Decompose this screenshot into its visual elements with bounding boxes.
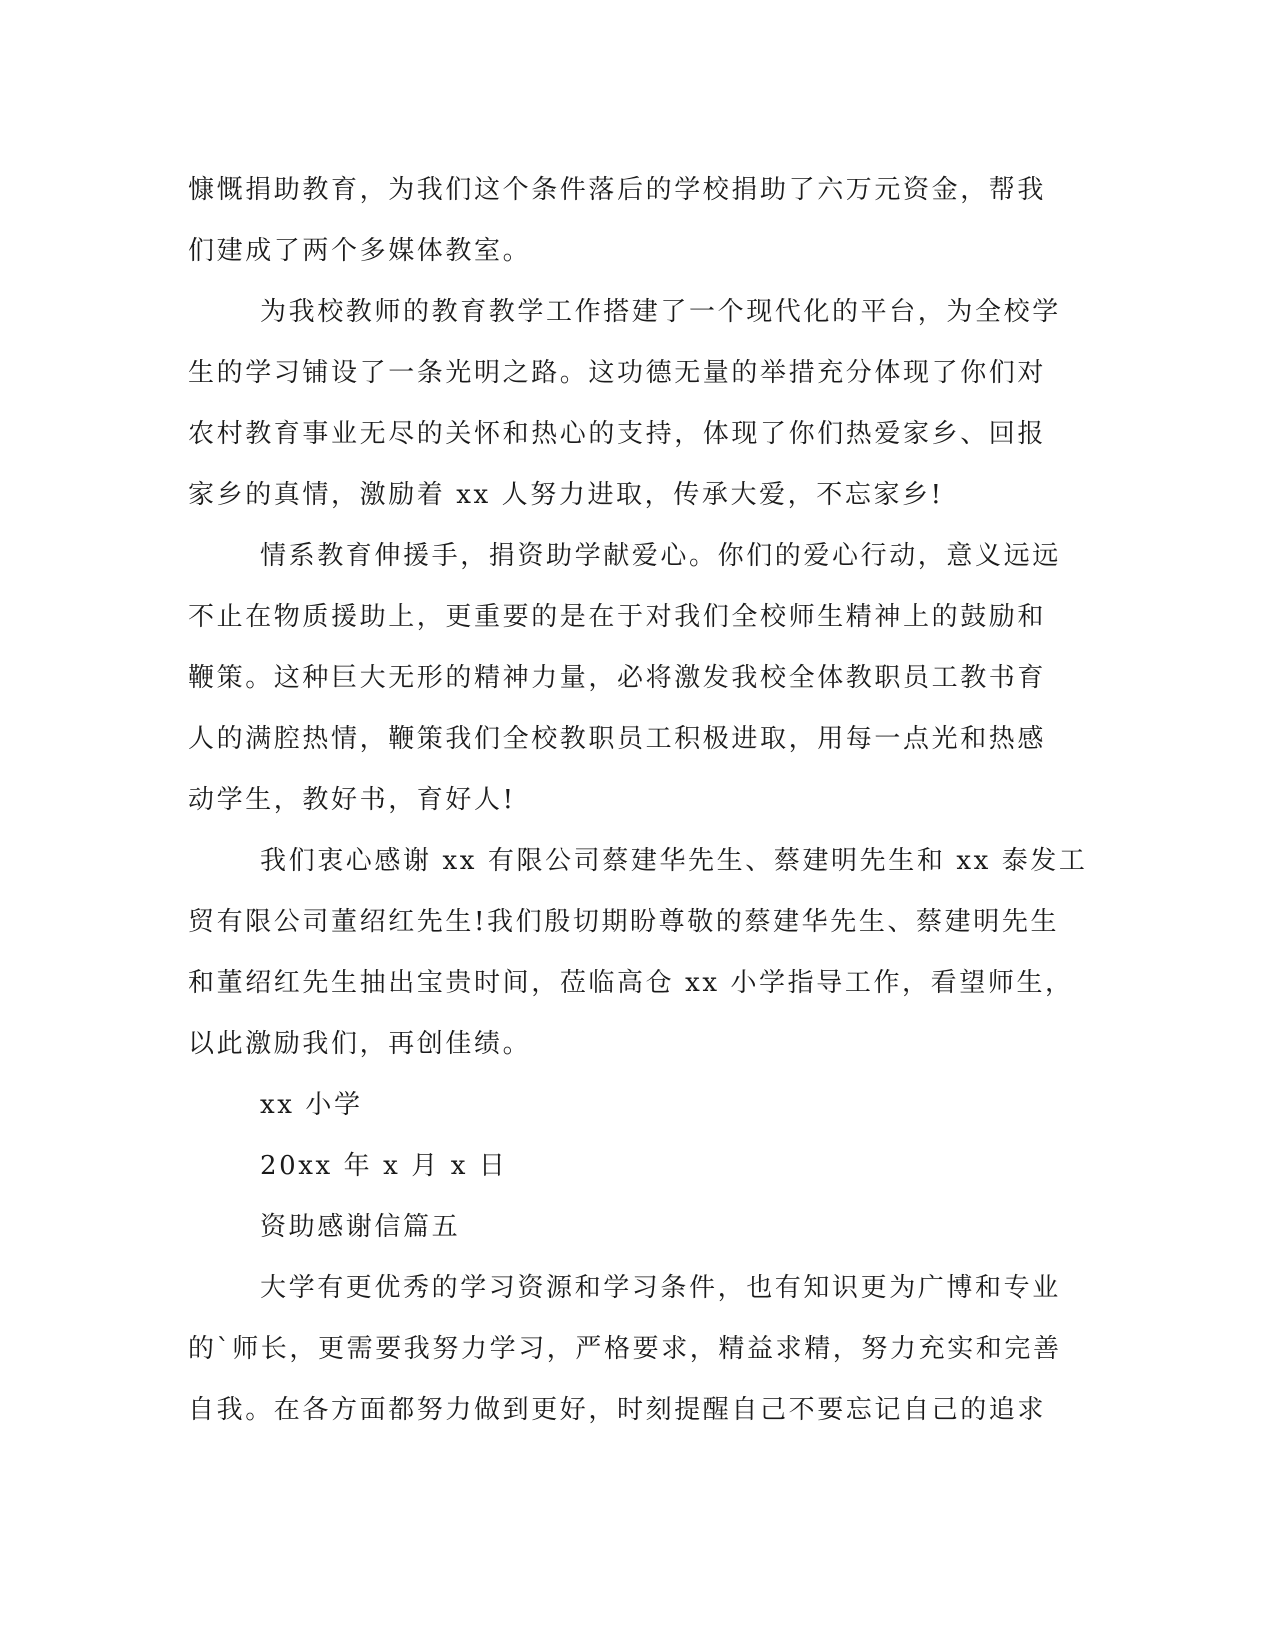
- text-line: 大学有更优秀的学习资源和学习条件，也有知识更为广博和专业: [260, 1273, 1061, 1303]
- text-line: 贸有限公司董绍红先生!我们殷切期盼尊敬的蔡建华先生、蔡建明先生: [188, 907, 1060, 937]
- text-line: 生的学习铺设了一条光明之路。这功德无量的举措充分体现了你们对: [188, 358, 1047, 388]
- letter-body: [188, 160, 1088, 1441]
- signature-school: xx 小学: [260, 1090, 363, 1120]
- text-line: 家乡的真情，激励着 xx 人努力进取，传承大爱，不忘家乡!: [188, 480, 944, 510]
- text-line: 农村教育事业无尽的关怀和热心的支持，体现了你们热爱家乡、回报: [188, 419, 1047, 449]
- text-line: 们建成了两个多媒体教室。: [188, 236, 532, 266]
- text-line: 慷慨捐助教育，为我们这个条件落后的学校捐助了六万元资金，帮我: [188, 175, 1047, 205]
- text-line: 鞭策。这种巨大无形的精神力量，必将激发我校全体教职员工教书育: [188, 663, 1047, 693]
- signature-date: 20xx 年 x 月 x 日: [260, 1151, 508, 1181]
- text-line: 和董绍红先生抽出宝贵时间，莅临高仓 xx 小学指导工作，看望师生，: [188, 968, 1074, 998]
- text-line: 为我校教师的教育教学工作搭建了一个现代化的平台，为全校学: [260, 297, 1061, 327]
- section-heading: 资助感谢信篇五: [260, 1212, 461, 1242]
- text-line: 人的满腔热情，鞭策我们全校教职员工积极进取，用每一点光和热感: [188, 724, 1047, 754]
- text-line: 以此激励我们，再创佳绩。: [188, 1029, 532, 1059]
- text-line: 的`师长，更需要我努力学习，严格要求，精益求精，努力充实和完善: [188, 1334, 1062, 1364]
- text-line: 自我。在各方面都努力做到更好，时刻提醒自己不要忘记自己的追求: [188, 1395, 1047, 1425]
- text-line: 动学生，教好书，育好人!: [188, 785, 516, 815]
- text-line: 不止在物质援助上，更重要的是在于对我们全校师生精神上的鼓励和: [188, 602, 1047, 632]
- text-line: 我们衷心感谢 xx 有限公司蔡建华先生、蔡建明先生和 xx 泰发工: [260, 846, 1088, 876]
- text-line: 情系教育伸援手，捐资助学献爱心。你们的爱心行动，意义远远: [260, 541, 1061, 571]
